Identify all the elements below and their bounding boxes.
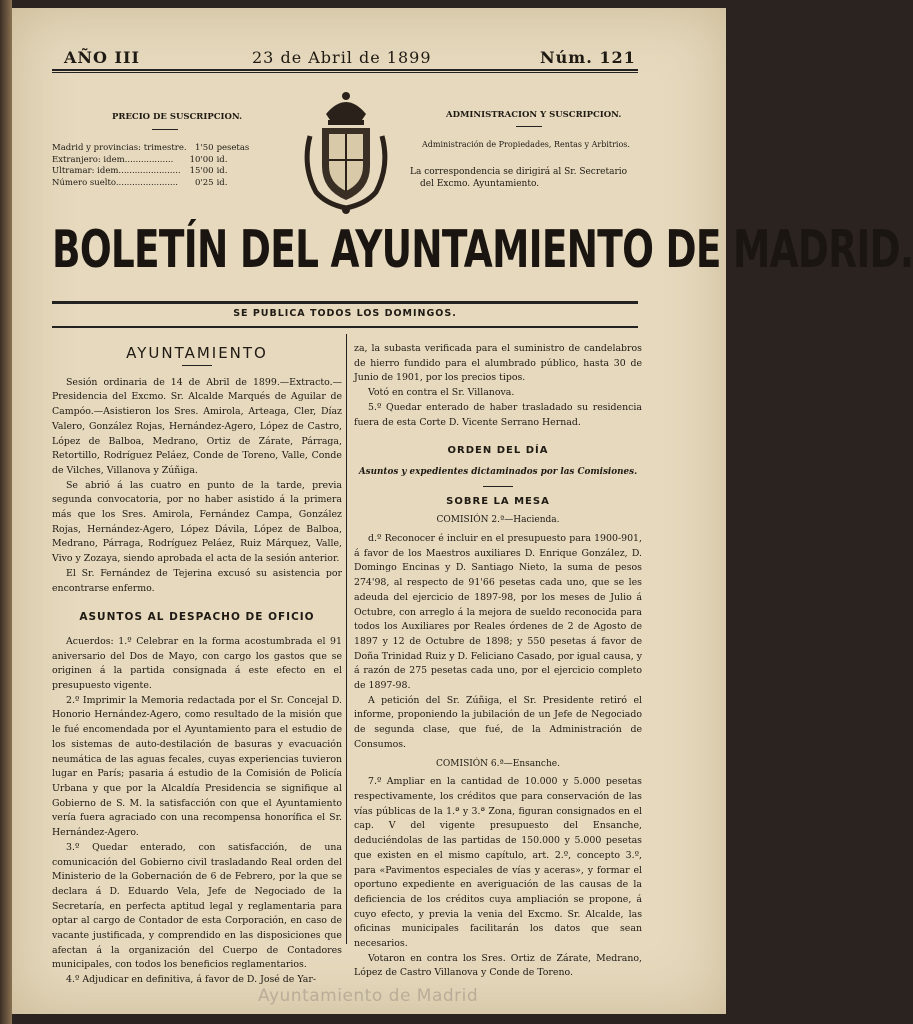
admin-line: Administración de Propiedades, Rentas y Arbitrios. [422, 140, 630, 149]
paragraph: 7.º Ampliar en la cantidad de 10.000 y 5.000 pesetas respectivamente, los créditos que para conservación de las vías públicas de la 1.ª y 3.ª Zona, figuran consignados en el cap. V del vigente presupuesto del Ensanche, deduciéndolas de las partidas de 150.000 y 5.000 pesetas que existen en el mismo capítulo, art. 2.º, concepto 3.º, para «Pavimentos especiales de vías y aceras», y formar el oportuno expediente en averiguación de las causas de la deficiencia de los créditos cuya ampliación se propone, á cuyo efecto, y previa la venia del Excmo. Sr. Alcalde, las oficinas municipales facilitarán los datos que sean necesarios. [354, 776, 642, 950]
order-divider [483, 486, 513, 487]
issue-number: Núm. 121 [540, 48, 636, 67]
paragraph: Sesión ordinaria de 14 de Abril de 1899.—Extracto.—Presidencia del Excmo. Sr. Alcalde Marqués de Aguilar de Campóo.—Asistieron los Sres. Amirola, Arteaga, Cler, Díaz Valero, González Rojas, Hernández-Agero, López de Castro, López de Balboa, Medrano, Ortiz de Zárate, Párraga, Retortillo, Rodríguez Peláez, Conde de Toreno, Valle, Conde de Vilches, Villanova y Zúñiga. [52, 376, 342, 476]
paragraph: El Sr. Fernández de Tejerina excusó su asistencia por encontrarse enfermo. [52, 567, 342, 594]
list-item: 4.º Adjudicar en definitiva, á favor de D. José de Yar- [66, 974, 317, 986]
paragraph: Votaron en contra los Sres. Ortiz de Zárate, Medrano, López de Castro Villanova y Conde de Toreno. [354, 952, 642, 979]
right-column [354, 342, 642, 981]
paragraph: za, la subasta verificada para el suministro de candelabros de hierro fundido para el alumbrado público, hasta 30 de Junio de 1901, por los precios tipos. [354, 343, 642, 384]
column-divider [346, 334, 347, 944]
paragraph: d.º Reconocer é incluir en el presupuesto para 1900-901, á favor de los Maestros auxiliares D. Enrique González, D. Domingo Encinas y D. Santiago Nieto, la suma de pesos 274'98, al respecto de 91'66 pesetas cada uno, que se les adeuda del ejercicio de 1897-98, por los meses de Julio á Octubre, con arreglo á la mejora de sueldo reconocida para todos los Auxiliares por Reales órdenes de 2 de Agosto de 1897 y 12 de Octubre de 1898; y 550 pesetas á favor de Doña Trinidad Ruiz y D. Feliciano Casado, por igual causa, y á razón de 275 pesetas cada uno, por el ejercicio completo de 1897-98. [354, 533, 642, 692]
newspaper-title: BOLETÍN DEL AYUNTAMIENTO DE MADRID. [52, 220, 913, 280]
paragraph: A petición del Sr. Zúñiga, el Sr. Presidente retiró el informe, proponiendo la jubilación de un Jefe de Negociado de segunda clase, que fué, de la Administración de Consumos. [354, 694, 642, 750]
heading-divider [182, 365, 212, 366]
paragraph: 5.º Quedar enterado de haber trasladado su residencia fuera de esta Corte D. Vicente Serrano Hernad. [354, 401, 642, 428]
price-row: Madrid y provincias: trimestre. 1'50 pesetas [52, 143, 250, 153]
title-rule [52, 301, 638, 304]
price-row: Número suelto....................... 0'25 id. [52, 177, 228, 188]
price-heading: PRECIO DE SUSCRIPCION. [112, 112, 243, 122]
masthead-rule [52, 69, 638, 71]
price-row: Extranjero: idem.................. 10'00 id. [52, 154, 228, 165]
list-item: 2.º Imprimir la Memoria redactada por el Sr. Concejal D. Honorio Hernández-Agero, como resultado de la misión que le fué encomendada por el Ayuntamiento para el estudio de los sistemas de auto-destilación de basuras y evacuación neumática de las aguas fecales, cuyas experiencias tuvieron lugar en París; pasaria á estudio de la Comisión de Policía Urbana y que por la Alcaldía Presidencia se signifique al Gobierno de S. M. la satisfacción con que el Ayuntamiento vería fuera agraciado con una recompensa honorífica el Sr. Hernández-Agero. [52, 694, 342, 839]
subheading: ASUNTOS AL DESPACHO DE OFICIO [79, 611, 315, 624]
commission-heading: COMISIÓN 6.ª—Ensanche. [436, 758, 560, 769]
order-subheading: Asuntos y expedientes dictaminados por las Comisiones. [358, 466, 638, 477]
price-table [52, 143, 252, 189]
date-label: 23 de Abril de 1899 [252, 48, 432, 67]
order-heading: ORDEN DEL DÍA [447, 445, 549, 457]
commission-heading: COMISIÓN 2.ª—Hacienda. [436, 515, 560, 526]
list-item: 3.º Quedar enterado, con satisfacción, de una comunicación del Gobierno civil trasladando Real orden del Ministerio de la Gobernación de 6 de Febrero, por la que se declara á D. Eduardo Vela, Jefe de Negociado de la Secretaría, en perfecta aptitud legal y reglamentaria para optar al cargo de Contador de esta Corporación, en caso de vacante justificada, y comprendido en las disposiciones que afectan á la organización del Cuerpo de Contadores municipales, con todos los beneficios reglamentarios. [52, 841, 342, 971]
list-item: Acuerdos: 1.º Celebrar en la forma acostumbrada el 91 aniversario del Dos de Mayo, con cargo los gastos que se originen á la partida consignada á este efecto en el presupuesto vigente. [52, 635, 342, 692]
left-column [52, 346, 342, 988]
price-row: Ultramar: idem....................... 15'00 id. [52, 166, 228, 176]
paragraph: Votó en contra el Sr. Villanova. [368, 387, 515, 399]
correspondence-line-1: La correspondencia se dirigirá al Sr. Secretario [410, 167, 628, 177]
subtitle: SE PUBLICA TODOS LOS DOMINGOS. [233, 308, 457, 319]
subtitle-rule [52, 326, 638, 328]
section-heading: AYUNTAMIENTO [126, 344, 268, 362]
newspaper-page [12, 8, 913, 1014]
year-label: AÑO III [64, 48, 140, 67]
correspondence-line-2: del Excmo. Ayuntamiento. [420, 179, 540, 189]
watermark: Ayuntamiento de Madrid [258, 986, 479, 1006]
paragraph: Se abrió á las cuatro en punto de la tarde, previa segunda convocatoria, por no haber asistido á la primera más que los Sres. Amirola, Fernández Campa, González Rojas, Hernández-Agero, López Dávila, López de Balboa, Medrano, Párraga, Rodríguez Peláez, Ruiz Márquez, Valle, Vivo y Zozaya, siendo aprobada el acta de la sesión anterior. [52, 479, 342, 565]
admin-divider [516, 126, 542, 127]
coat-of-arms-icon [296, 86, 396, 216]
page-edge [0, 0, 12, 1024]
admin-heading: ADMINISTRACION Y SUSCRIPCION. [446, 110, 622, 120]
price-divider [152, 129, 178, 130]
mesa-heading: SOBRE LA MESA [446, 495, 550, 507]
masthead-rule-thin [52, 72, 638, 73]
